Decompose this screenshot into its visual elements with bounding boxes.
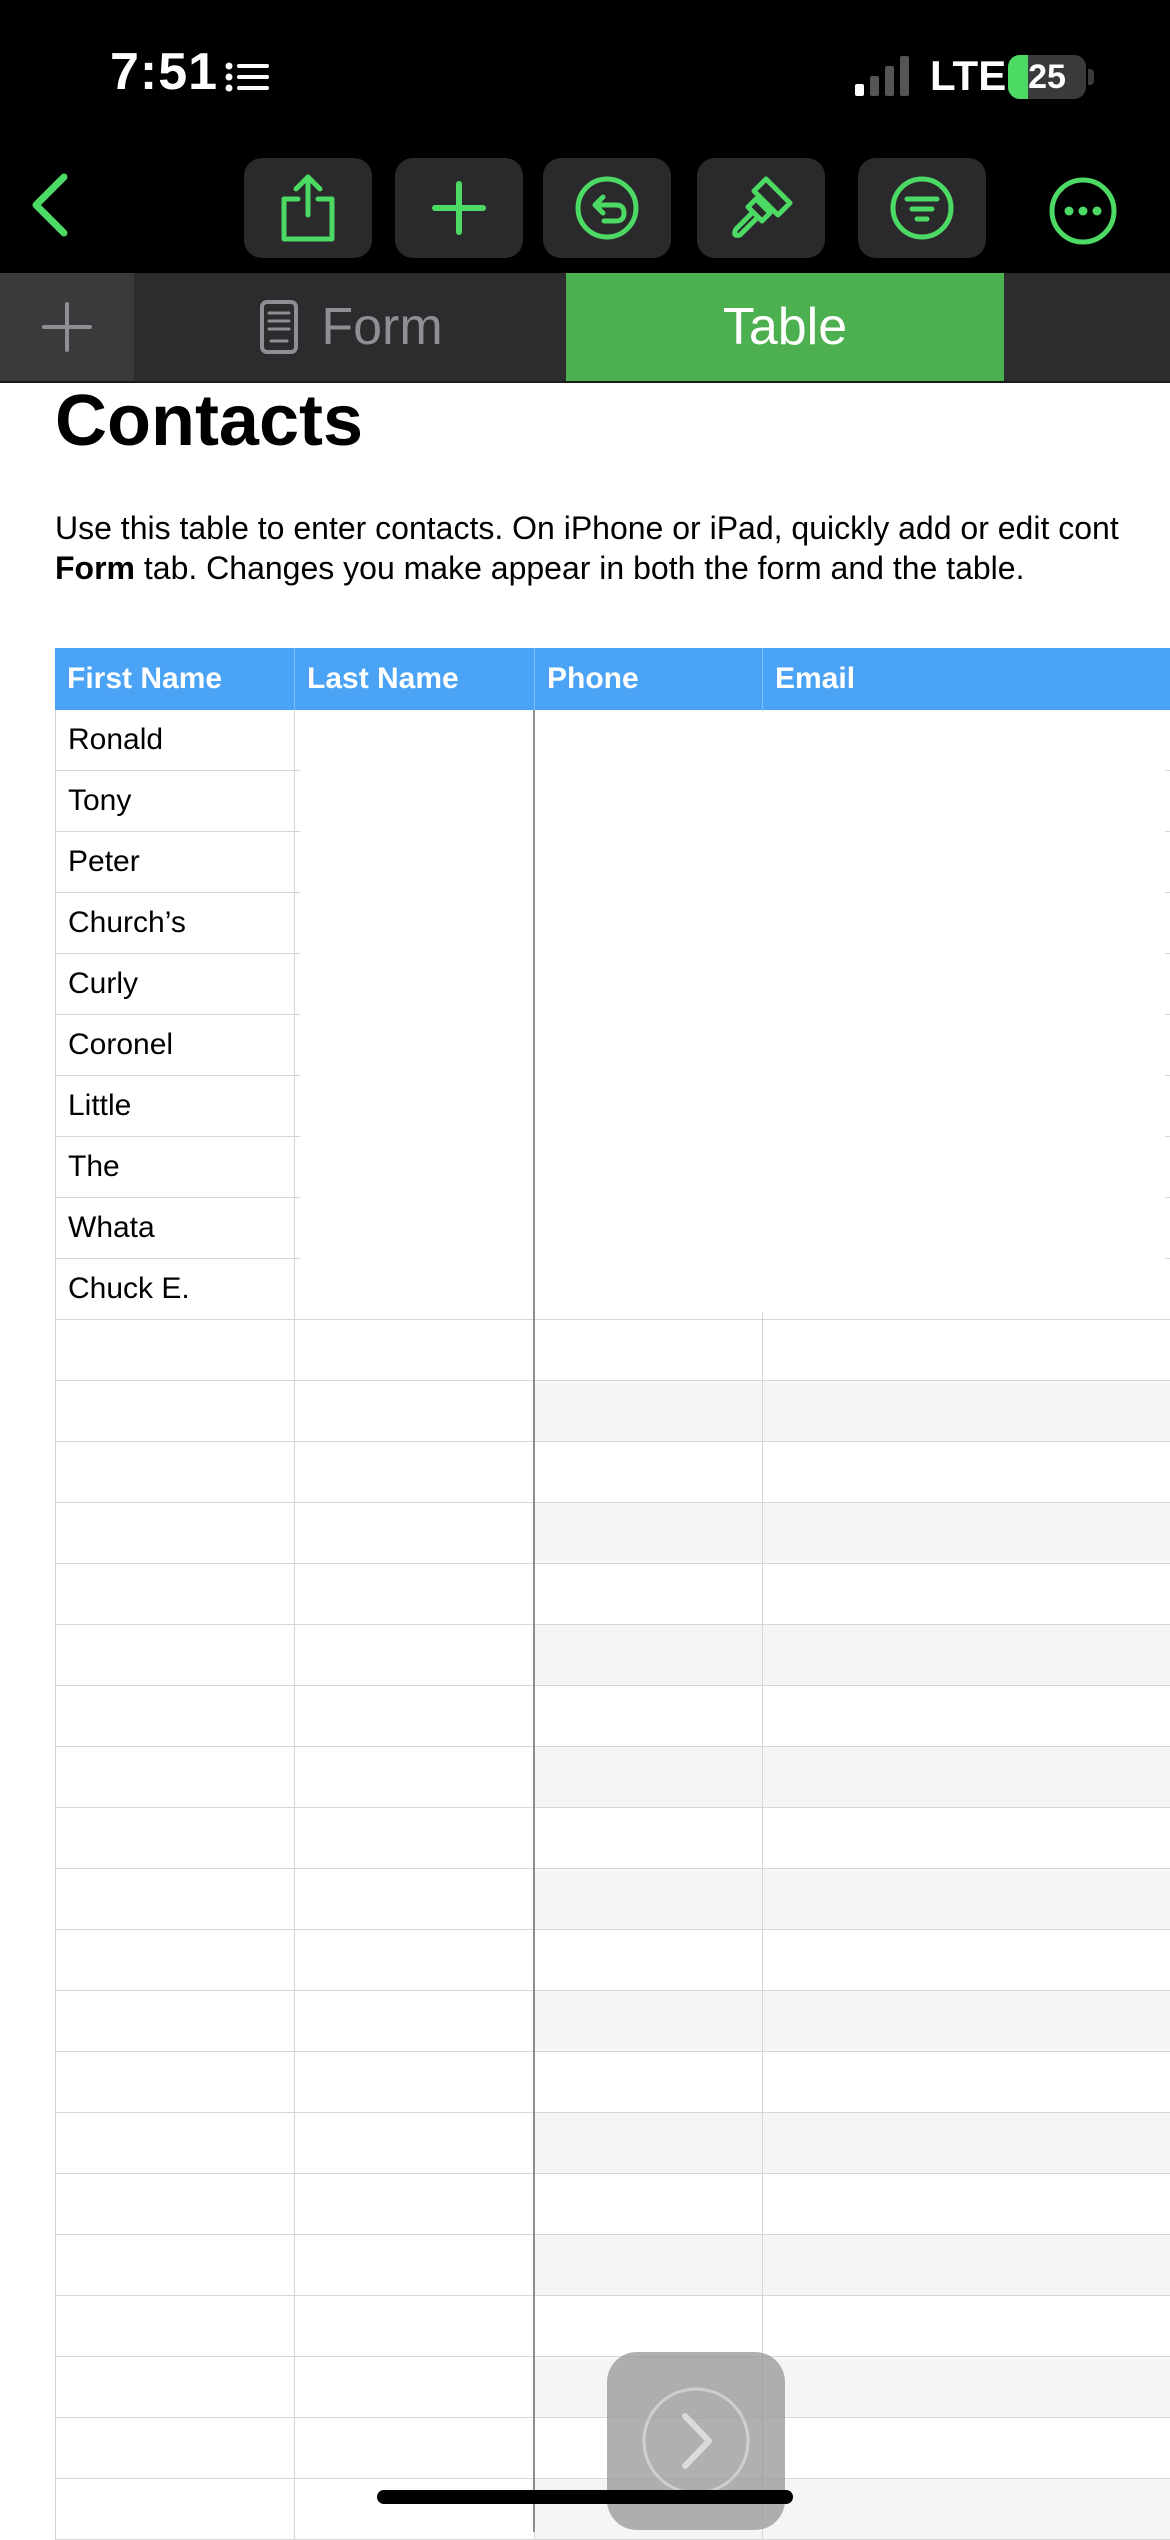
table-cell[interactable] xyxy=(535,1442,763,1503)
undo-button[interactable] xyxy=(543,158,671,258)
table-cell[interactable] xyxy=(535,2113,763,2174)
status-time: 7:51 xyxy=(110,43,219,101)
table-cell[interactable] xyxy=(55,2479,295,2540)
table-cell[interactable]: Coronel xyxy=(55,1015,295,1076)
frozen-column-divider xyxy=(533,710,535,2532)
battery-indicator xyxy=(1008,55,1086,99)
table-cell[interactable]: Little xyxy=(55,1076,295,1137)
filter-button[interactable] xyxy=(858,158,986,258)
battery-percent: 25 xyxy=(1028,58,1066,96)
description-bold: Form xyxy=(55,550,135,586)
table-cell[interactable] xyxy=(763,1320,1170,1381)
filter-icon xyxy=(889,175,955,241)
table-cell[interactable] xyxy=(295,2174,535,2235)
plus-icon xyxy=(40,300,94,354)
description-line-1: Use this table to enter contacts. On iPhone or iPad, quickly add or edit cont xyxy=(55,510,1119,546)
tab-form-label: Form xyxy=(321,298,443,356)
column-header[interactable]: Email xyxy=(763,648,1170,710)
undo-icon xyxy=(574,175,640,241)
table-cell[interactable]: Curly xyxy=(55,954,295,1015)
add-sheet-button[interactable] xyxy=(0,273,134,381)
table-cell[interactable] xyxy=(295,1808,535,1869)
table-cell[interactable] xyxy=(763,1991,1170,2052)
table-cell[interactable] xyxy=(295,1625,535,1686)
table-cell[interactable] xyxy=(535,1503,763,1564)
table-cell[interactable] xyxy=(535,1808,763,1869)
table-cell[interactable] xyxy=(55,1442,295,1503)
table-cell[interactable] xyxy=(763,1381,1170,1442)
table-cell[interactable]: Tony xyxy=(55,771,295,832)
table-cell[interactable] xyxy=(763,1686,1170,1747)
tab-table[interactable] xyxy=(566,273,1004,381)
table-cell[interactable] xyxy=(55,1686,295,1747)
table-cell[interactable] xyxy=(295,1381,535,1442)
column-header[interactable]: Last Name xyxy=(295,648,535,710)
table-cell[interactable] xyxy=(535,1991,763,2052)
table-cell[interactable] xyxy=(295,1503,535,1564)
page-title: Contacts xyxy=(55,381,364,461)
table-cell[interactable] xyxy=(763,1442,1170,1503)
form-icon xyxy=(259,299,299,355)
table-cell[interactable] xyxy=(763,2357,1170,2418)
table-cell[interactable] xyxy=(55,1930,295,1991)
battery-tip xyxy=(1088,69,1094,85)
table-cell[interactable] xyxy=(55,1869,295,1930)
table-cell[interactable] xyxy=(295,1320,535,1381)
share-icon xyxy=(278,173,338,243)
more-icon xyxy=(1048,176,1118,246)
selection-overlay xyxy=(535,712,1165,1312)
home-indicator xyxy=(377,2490,793,2504)
table-cell[interactable] xyxy=(55,2418,295,2479)
table-cell[interactable]: Chuck E. xyxy=(55,1259,295,1320)
table-cell[interactable] xyxy=(295,1686,535,1747)
signal-icon xyxy=(855,56,915,96)
table-cell[interactable] xyxy=(763,1503,1170,1564)
table-cell[interactable] xyxy=(535,2296,763,2357)
table-cell[interactable] xyxy=(295,2479,535,2540)
page-description xyxy=(55,508,1170,588)
table-cell[interactable]: Church’s xyxy=(55,893,295,954)
table-cell[interactable] xyxy=(55,1381,295,1442)
back-chevron-icon xyxy=(30,173,70,237)
table-cell[interactable] xyxy=(763,1808,1170,1869)
table-cell[interactable] xyxy=(55,2235,295,2296)
tab-form[interactable] xyxy=(136,273,566,381)
table-cell[interactable]: Ronald xyxy=(55,710,295,771)
column-header[interactable]: Phone xyxy=(535,648,763,710)
table-cell[interactable]: The xyxy=(55,1137,295,1198)
table-cell[interactable] xyxy=(295,1991,535,2052)
table-cell[interactable] xyxy=(763,2296,1170,2357)
table-cell[interactable] xyxy=(55,1320,295,1381)
list-icon xyxy=(225,62,269,92)
table-cell[interactable] xyxy=(295,1442,535,1503)
tab-table-label: Table xyxy=(722,298,848,356)
table-cell[interactable] xyxy=(295,2296,535,2357)
table-cell[interactable] xyxy=(763,1930,1170,1991)
table-cell[interactable] xyxy=(763,1564,1170,1625)
table-cell[interactable] xyxy=(295,1747,535,1808)
table-cell[interactable] xyxy=(535,1869,763,1930)
format-button[interactable] xyxy=(697,158,825,258)
table-cell[interactable] xyxy=(535,2052,763,2113)
table-cell[interactable] xyxy=(295,2113,535,2174)
description-rest: tab. Changes you make appear in both the form and the table. xyxy=(135,550,1025,586)
table-cell[interactable] xyxy=(295,1869,535,1930)
network-label: LTE xyxy=(930,52,1007,99)
table-cell[interactable] xyxy=(763,1625,1170,1686)
table-cell[interactable] xyxy=(535,2235,763,2296)
table-cell[interactable] xyxy=(295,1564,535,1625)
more-button[interactable] xyxy=(1045,173,1121,249)
table-cell[interactable] xyxy=(55,2174,295,2235)
table-cell[interactable] xyxy=(55,2052,295,2113)
table-cell[interactable] xyxy=(55,1564,295,1625)
table-cell[interactable] xyxy=(535,1747,763,1808)
table-cell[interactable] xyxy=(763,2418,1170,2479)
table-cell[interactable] xyxy=(295,2418,535,2479)
add-button[interactable] xyxy=(395,158,523,258)
description-line-2 xyxy=(55,548,1170,588)
share-button[interactable] xyxy=(244,158,372,258)
table-cell[interactable] xyxy=(295,1930,535,1991)
table-cell[interactable] xyxy=(535,1320,763,1381)
table-cell[interactable] xyxy=(535,2174,763,2235)
back-button[interactable] xyxy=(20,170,80,240)
table-cell[interactable] xyxy=(55,1991,295,2052)
table-cell[interactable] xyxy=(763,1747,1170,1808)
plus-icon xyxy=(431,180,487,236)
table-cell[interactable] xyxy=(535,1381,763,1442)
table-cell[interactable]: Peter xyxy=(55,832,295,893)
table-cell[interactable] xyxy=(535,1564,763,1625)
table-cell[interactable] xyxy=(295,2235,535,2296)
table-cell[interactable] xyxy=(763,2052,1170,2113)
table-cell[interactable] xyxy=(55,2113,295,2174)
table-cell[interactable] xyxy=(535,1625,763,1686)
column-header[interactable]: First Name xyxy=(55,648,295,710)
table-cell[interactable]: Whata xyxy=(55,1198,295,1259)
table-cell[interactable] xyxy=(763,2174,1170,2235)
table-cell[interactable] xyxy=(55,1747,295,1808)
table-cell[interactable] xyxy=(763,2479,1170,2540)
table-cell[interactable] xyxy=(55,1625,295,1686)
table-cell[interactable] xyxy=(55,2357,295,2418)
table-cell[interactable] xyxy=(55,1503,295,1564)
table-cell[interactable] xyxy=(763,2113,1170,2174)
table-cell[interactable] xyxy=(55,2296,295,2357)
chevron-right-icon xyxy=(641,2386,751,2496)
table-cell[interactable] xyxy=(295,2052,535,2113)
table-cell[interactable] xyxy=(535,1686,763,1747)
table-cell[interactable] xyxy=(763,1869,1170,1930)
table-cell[interactable] xyxy=(295,2357,535,2418)
table-cell[interactable] xyxy=(535,1930,763,1991)
selection-overlay-lastname xyxy=(300,712,533,1312)
table-cell[interactable] xyxy=(55,1808,295,1869)
paintbrush-icon xyxy=(726,173,796,243)
table-cell[interactable] xyxy=(763,2235,1170,2296)
